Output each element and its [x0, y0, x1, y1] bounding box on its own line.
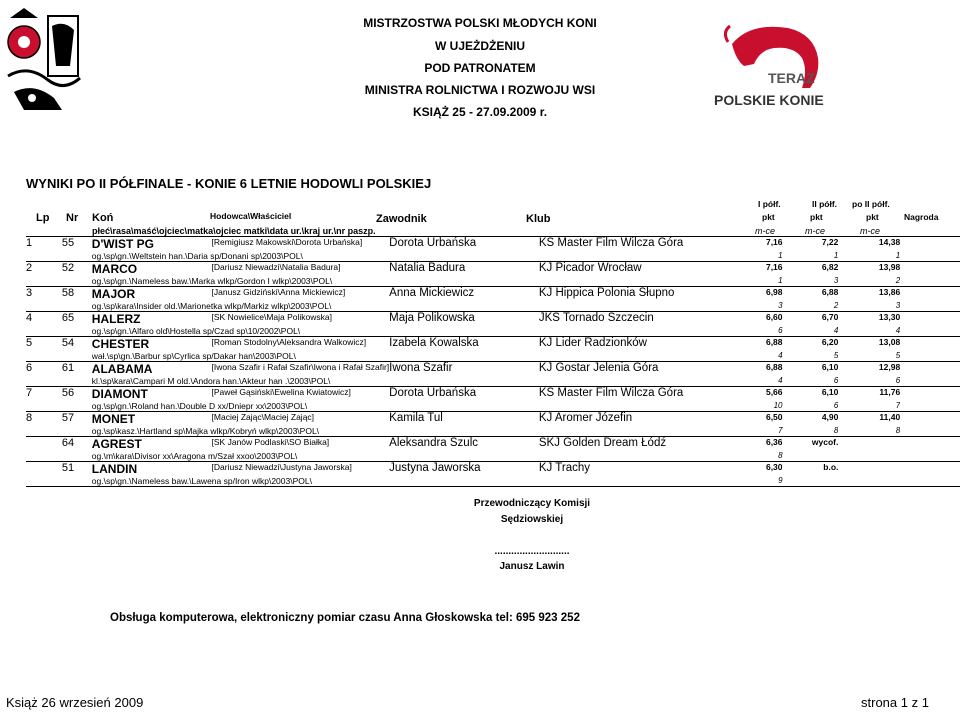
cell-empty [900, 301, 960, 312]
cell-score-p3: 13,30 [838, 312, 900, 327]
header-line-5: KSIĄŻ 25 - 27.09.2009 r. [412, 105, 548, 119]
cell-place-m2: 6 [833, 401, 839, 410]
cell-score-p1: 6,60 [739, 312, 783, 327]
cell-score-p2: 6,10 [783, 362, 839, 377]
cell-empty [62, 476, 92, 487]
cell-score-p2: wycof. [783, 437, 839, 452]
cell-empty [900, 376, 960, 387]
cell-score-p1: 6,98 [739, 287, 783, 302]
cell-pedigree: og.\sp\kasz.\Hartland sp\Majka wlkp/Kobryń wlkp\2003\POL\ [91, 426, 320, 436]
cell-place-m2: 6 [833, 376, 839, 385]
cell-empty [900, 476, 960, 487]
footer-page: strona 1 z 1 [861, 695, 929, 710]
cell-rider: Justyna Jaworska [389, 462, 539, 477]
cell-score-p1: 6,36 [739, 437, 783, 452]
cell-place-m1: 3 [778, 301, 783, 310]
cell-place-m1: 4 [778, 376, 783, 385]
cell-rank: 3 [26, 287, 62, 302]
cell-club: KJ Aromer Józefin [539, 412, 739, 427]
cell-club: KJ Trachy [539, 462, 739, 477]
table-row [26, 287, 960, 302]
cell-place-m1: 6 [778, 326, 783, 335]
cell-horse-name: MAJOR [92, 287, 212, 302]
cell-club: KJ Hippica Polonia Słupno [539, 287, 739, 302]
cell-score-p2: 7,22 [783, 237, 839, 252]
col-club: Klub [526, 213, 551, 225]
table-row-detail [26, 401, 960, 412]
cell-owner: [Paweł Gąsiński\Ewelina Kwiatowicz] [212, 387, 390, 402]
cell-empty [26, 276, 62, 287]
cell-prize [900, 387, 960, 402]
col-p3-pkt: pkt [866, 212, 879, 222]
cell-prize [900, 462, 960, 477]
table-row [26, 412, 960, 427]
cell-empty [26, 351, 62, 362]
cell-empty [62, 251, 92, 262]
cell-rider: Kamila Tul [389, 412, 539, 427]
cell-empty [900, 276, 960, 287]
cell-score-p2: 6,20 [783, 337, 839, 352]
cell-score-p2: 6,10 [783, 387, 839, 402]
col-lp: Lp [36, 212, 50, 224]
cell-place-m3: 8 [895, 426, 901, 435]
cell-score-p3: 12,98 [838, 362, 900, 377]
col-p3-top: po II półf. [852, 199, 890, 209]
logo-text-2: POLSKIE KONIE [714, 92, 824, 108]
cell-rider: Dorota Urbańska [389, 237, 539, 252]
results-table [26, 236, 960, 487]
cell-number: 65 [62, 312, 92, 327]
cell-place-m1: 1 [778, 251, 783, 260]
col-p1-mce: m-ce [755, 226, 775, 236]
cell-prize [900, 362, 960, 377]
cell-club: KJ Picador Wrocław [539, 262, 739, 277]
cell-rider: Natalia Badura [389, 262, 539, 277]
cell-score-p1: 7,16 [739, 237, 783, 252]
cell-score-p2: 6,70 [783, 312, 839, 327]
table-row-detail [26, 376, 960, 387]
table-row-detail [26, 476, 960, 487]
cell-empty [62, 426, 92, 437]
footer-date: Książ 26 wrzesień 2009 [6, 695, 144, 710]
table-row [26, 237, 960, 252]
cell-place-m2: 2 [833, 301, 839, 310]
cell-score-p1: 6,88 [739, 337, 783, 352]
cell-prize [900, 287, 960, 302]
cell-owner: [Roman Stodolny\Aleksandra Walkowicz] [212, 337, 390, 352]
cell-place-m3: 7 [895, 401, 901, 410]
cell-pedigree: wał.\sp\gn.\Barbur sp\Cyrlica sp/Dakar han\2003\POL\ [91, 351, 296, 361]
cell-place-m1: 10 [773, 401, 783, 410]
cell-score-p2: b.o. [783, 462, 839, 477]
cell-rider: Aleksandra Szulc [389, 437, 539, 452]
results-title: WYNIKI PO II PÓŁFINALE - KONIE 6 LETNIE HODOWLI POLSKIEJ [26, 176, 432, 191]
col-nr: Nr [66, 212, 79, 224]
cell-place-m3: 1 [895, 251, 901, 260]
cell-pedigree: og.\m\kara\Divisor xx\Aragona m/Szał xxoo\2003\POL\ [91, 451, 298, 461]
cell-rank: 8 [26, 412, 62, 427]
cell-horse-name: LANDIN [92, 462, 212, 477]
table-row-detail [26, 276, 960, 287]
col-p2-top: II półf. [812, 199, 838, 209]
cell-prize [900, 312, 960, 327]
cell-place-m2: 1 [833, 251, 839, 260]
cell-empty [26, 376, 62, 387]
cell-empty [26, 451, 62, 462]
cell-rider: Anna Mickiewicz [389, 287, 539, 302]
cell-number: 55 [62, 237, 92, 252]
cell-place-m1: 9 [778, 476, 783, 485]
signature-dots: ........................... [494, 546, 570, 557]
signature-title-1: Przewodniczący Komisji [473, 498, 591, 509]
cell-number: 52 [62, 262, 92, 277]
cell-score-p2: 6,88 [783, 287, 839, 302]
cell-prize [900, 262, 960, 277]
cell-rank: 2 [26, 262, 62, 277]
cell-number: 51 [62, 462, 92, 477]
cell-score-p3: 13,98 [838, 262, 900, 277]
cell-place-m1: 4 [778, 351, 783, 360]
table-row-detail [26, 351, 960, 362]
table-row-detail [26, 301, 960, 312]
cell-pedigree: og.\sp\kara\Insider old.\Marionetka wlkp/Markiz wlkp\2003\POL\ [91, 301, 332, 311]
cell-horse-name: D'WIST PG [92, 237, 212, 252]
cell-horse-name: AGREST [92, 437, 212, 452]
cell-score-p3: 13,86 [838, 287, 900, 302]
cell-empty [62, 301, 92, 312]
cell-prize [900, 437, 960, 452]
header-line-2: W UJEŻDŻENIU [435, 39, 525, 53]
cell-empty [26, 301, 62, 312]
cell-owner: [Iwona Szafir i Rafał Szafir\Iwona i Rafał Szafir] [212, 362, 390, 377]
cell-empty [62, 326, 92, 337]
cell-prize [900, 237, 960, 252]
cell-rank: 5 [26, 337, 62, 352]
cell-score-p3: 11,40 [838, 412, 900, 427]
cell-owner: [Remigiusz Makowski\Dorota Urbańska] [212, 237, 390, 252]
cell-pedigree: og.\sp\gn.\Roland han.\Double D xx/Dniepr xx\2003\POL\ [91, 401, 308, 411]
cell-empty [900, 251, 960, 262]
table-row-detail [26, 426, 960, 437]
cell-place-m2 [783, 451, 839, 462]
cell-pedigree: og.\sp\gn.\Nameless baw.\Marka wlkp/Gordon I wlkp\2003\POL\ [91, 276, 333, 286]
cell-rider: Iwona Szafir [389, 362, 539, 377]
cell-score-p2: 4,90 [783, 412, 839, 427]
col-p3-mce: m-ce [860, 226, 880, 236]
cell-empty [900, 351, 960, 362]
signature-title-2: Sędziowskiej [500, 514, 564, 525]
cell-empty [900, 426, 960, 437]
cell-pedigree: og.\sp\gn.\Weltstein han.\Daria sp/Donani sp\2003\POL\ [91, 251, 303, 261]
cell-club: SKJ Golden Dream Łódź [539, 437, 739, 452]
header-line-1: MISTRZOSTWA POLSKI MŁODYCH KONI [363, 16, 597, 30]
cell-rank: 6 [26, 362, 62, 377]
cell-score-p3 [838, 437, 900, 452]
cell-horse-name: CHESTER [92, 337, 212, 352]
cell-empty [26, 476, 62, 487]
cell-place-m3: 4 [895, 326, 901, 335]
table-row [26, 462, 960, 477]
cell-horse-name: ALABAMA [92, 362, 212, 377]
cell-score-p1: 7,16 [739, 262, 783, 277]
cell-place-m1: 8 [778, 451, 783, 460]
cell-number: 57 [62, 412, 92, 427]
cell-horse-name: DIAMONT [92, 387, 212, 402]
cell-rank: 1 [26, 237, 62, 252]
table-row [26, 312, 960, 327]
cell-place-m1: 7 [778, 426, 783, 435]
table-row [26, 437, 960, 452]
timing-note: Obsługa komputerowa, elektroniczny pomiar czasu Anna Głoskowska tel: 695 923 252 [110, 612, 580, 624]
cell-prize [900, 412, 960, 427]
cell-rider: Dorota Urbańska [389, 387, 539, 402]
cell-place-m3 [838, 451, 900, 462]
col-prize: Nagroda [904, 212, 939, 222]
col-owner: Hodowca\Właściciel [210, 211, 292, 221]
cell-empty [62, 376, 92, 387]
cell-score-p1: 5,66 [739, 387, 783, 402]
cell-empty [900, 326, 960, 337]
cell-place-m3: 6 [895, 376, 901, 385]
cell-place-m3: 3 [895, 301, 901, 310]
cell-club: KS Master Film Wilcza Góra [539, 237, 739, 252]
cell-rider: Izabela Kowalska [389, 337, 539, 352]
cell-place-m3 [838, 476, 900, 487]
cell-place-m2: 5 [833, 351, 839, 360]
col-subheader: płeć\rasa\maść\ojciec\matka\ojciec matki\data ur.\kraj ur.\nr paszp. [92, 226, 376, 236]
table-row [26, 262, 960, 277]
col-rider: Zawodnik [376, 213, 427, 225]
cell-place-m2 [783, 476, 839, 487]
cell-rank [26, 462, 62, 477]
cell-empty [62, 351, 92, 362]
cell-place-m3: 2 [895, 276, 901, 285]
cell-club: KJ Gostar Jelenia Góra [539, 362, 739, 377]
cell-score-p2: 6,82 [783, 262, 839, 277]
cell-place-m2: 4 [833, 326, 839, 335]
teraz-polskie-konie-logo [710, 14, 840, 114]
table-row [26, 362, 960, 377]
cell-club: KJ Lider Radzionków [539, 337, 739, 352]
cell-score-p3: 11,76 [838, 387, 900, 402]
col-p1-top: I półf. [758, 199, 781, 209]
cell-number: 54 [62, 337, 92, 352]
cell-owner: [Dariusz Niewadzi\Natalia Badura] [212, 262, 390, 277]
cell-horse-name: MARCO [92, 262, 212, 277]
col-p2-mce: m-ce [805, 226, 825, 236]
cell-number: 58 [62, 287, 92, 302]
cell-owner: [Dariusz Niewadzi\Justyna Jaworska] [212, 462, 390, 477]
cell-empty [62, 276, 92, 287]
table-row [26, 337, 960, 352]
cell-number: 64 [62, 437, 92, 452]
table-row-detail [26, 251, 960, 262]
table-row-detail [26, 326, 960, 337]
cell-rank: 7 [26, 387, 62, 402]
cell-empty [62, 401, 92, 412]
signature-name: Janusz Lawin [499, 561, 565, 572]
cell-owner: [Maciej Zając\Maciej Zając] [212, 412, 390, 427]
cell-rank: 4 [26, 312, 62, 327]
logo-text-1: TERAZ [768, 70, 815, 86]
cell-score-p3: 14,38 [838, 237, 900, 252]
cell-empty [26, 426, 62, 437]
cell-place-m2: 3 [833, 276, 839, 285]
header-line-3: POD PATRONATEM [424, 61, 536, 75]
cell-empty [26, 326, 62, 337]
cell-place-m1: 1 [778, 276, 783, 285]
cell-pedigree: kl.\sp\kara\Campari M old.\Andora han.\Akteur han .\2003\POL\ [91, 376, 331, 386]
cell-horse-name: MONET [92, 412, 212, 427]
cell-score-p3 [838, 462, 900, 477]
cell-number: 56 [62, 387, 92, 402]
cell-place-m3: 5 [895, 351, 901, 360]
cell-empty [26, 401, 62, 412]
cell-pedigree: og.\sp\gn.\Nameless baw.\Lawena sp/Iron wlkp\2003\POL\ [91, 476, 312, 486]
cell-score-p3: 13,08 [838, 337, 900, 352]
cell-prize [900, 337, 960, 352]
cell-club: JKS Tornado Szczecin [539, 312, 739, 327]
cell-owner: [Janusz Gidziński\Anna Mickiewicz] [212, 287, 390, 302]
cell-score-p1: 6,50 [739, 412, 783, 427]
cell-rank [26, 437, 62, 452]
cell-number: 61 [62, 362, 92, 377]
col-p2-pkt: pkt [810, 212, 823, 222]
cell-score-p1: 6,88 [739, 362, 783, 377]
cell-owner: [SK Nowielice\Maja Polikowska] [212, 312, 390, 327]
cell-place-m2: 8 [833, 426, 839, 435]
col-p1-pkt: pkt [762, 212, 775, 222]
table-row-detail [26, 451, 960, 462]
cell-empty [62, 451, 92, 462]
cell-score-p1: 6,30 [739, 462, 783, 477]
table-bottom-border [26, 487, 960, 488]
cell-empty [900, 451, 960, 462]
cell-club: KS Master Film Wilcza Góra [539, 387, 739, 402]
cell-pedigree: og.\sp\gn.\Alfaro old\Hostella sp/Czad sp\10/2002\POL\ [91, 326, 301, 336]
cell-empty [900, 401, 960, 412]
header-line-4: MINISTRA ROLNICTWA I ROZWOJU WSI [364, 83, 596, 97]
cell-rider: Maja Polikowska [389, 312, 539, 327]
table-end [26, 487, 960, 488]
col-horse: Koń [92, 212, 114, 224]
table-row [26, 387, 960, 402]
cell-empty [26, 251, 62, 262]
cell-owner: [SK Janów Podlaski\SO Białka] [212, 437, 390, 452]
cell-horse-name: HALERZ [92, 312, 212, 327]
